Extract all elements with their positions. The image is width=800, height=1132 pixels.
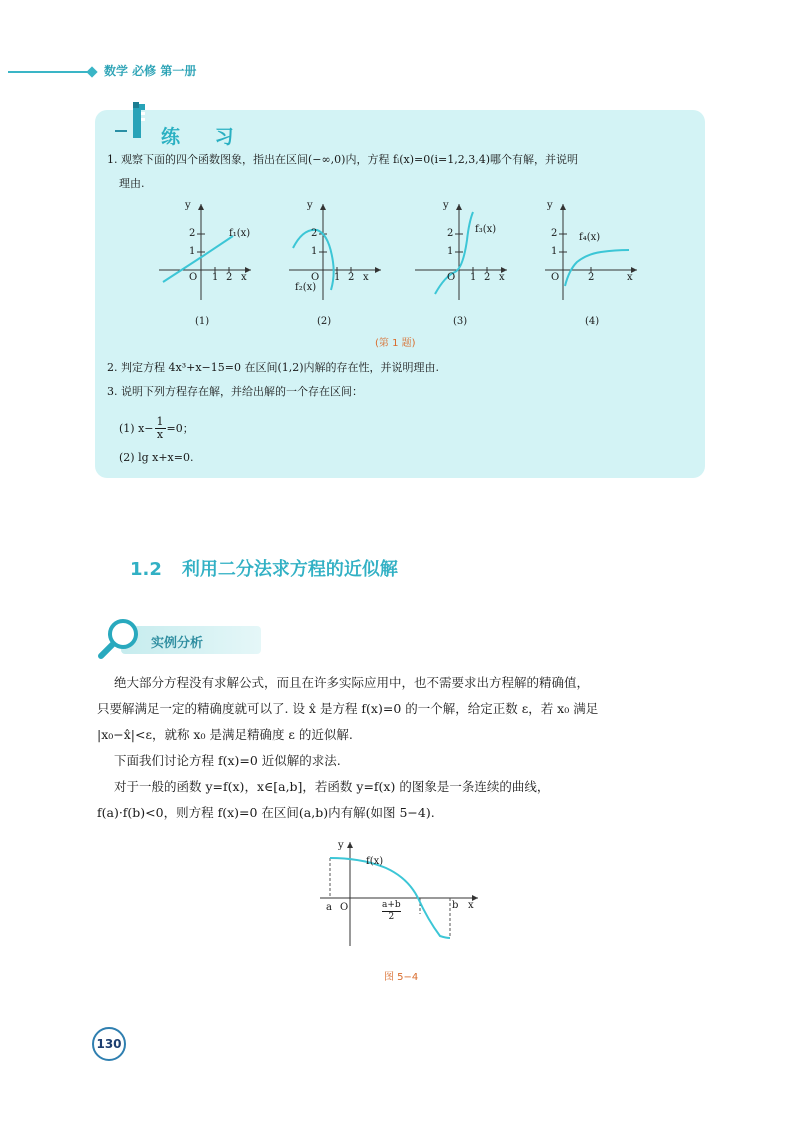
graph-1-y-label: y [185,200,191,211]
paragraph-2: 下面我们讨论方程 f(x)=0 近似解的求法. [114,753,341,768]
graph-1-origin: O [189,272,198,283]
figure-5-4-caption: 图 5−4 [384,972,419,983]
graph-1-x-label: x [241,272,247,283]
graph-4-y-label: y [547,200,553,211]
graph-2 [285,200,385,327]
graph-4 [541,200,641,327]
practice-box [95,110,705,478]
header-diamond [86,66,97,77]
graph-3-y-label: y [443,200,449,211]
graph-1 [155,200,255,327]
graph-4-function-label: f₄(x) [579,232,601,243]
figure-midpoint-label [382,900,401,923]
q3-1-prefix: (1) x− [119,421,154,435]
section-number: 1.2 [130,559,162,580]
graph-3-y-tick-1: 1 [447,246,454,257]
graph-2-caption: (2) [317,316,332,327]
figure-a-label: a [326,902,332,913]
question-3-item-2: (2) lg x+x=0. [119,451,194,464]
header-rule [8,71,88,73]
graph-3-caption: (3) [453,316,468,327]
graph-1-x-tick-2: 2 [226,272,233,283]
graph-2-plot [285,200,385,310]
question-2: 2. 判定方程 4x³+x−15=0 在区间(1,2)内解的存在性，并说明理由. [107,361,440,374]
graph-3 [411,200,511,327]
graph-4-x-label: x [627,272,633,283]
graph-1-x-tick-1: 1 [212,272,219,283]
graph-2-function-label: f₂(x) [295,282,317,293]
paragraph-3-line-2: f(a)·f(b)<0，则方程 f(x)=0 在区间(a,b)内有解(如图 5−4). [97,805,435,820]
graph-1-caption: (1) [195,316,210,327]
graph-2-origin: O [311,272,320,283]
header-title: 数学 必修 第一册 [104,64,197,78]
graph-3-plot [411,200,511,310]
paragraph-1-line-2: 只要解满足一定的精确度就可以了. 设 x̂ 是方程 f(x)=0 的一个解，给定正数 ε，若 x₀ 满足 [97,701,599,716]
q3-1-denominator: x [156,428,164,441]
running-header [8,62,268,82]
figure-mid-numerator: a+b [382,900,401,910]
page-number: 130 [92,1027,126,1061]
section-title: 利用二分法求方程的近似解 [181,559,398,580]
section-heading [130,555,398,581]
magnifier-icon [97,616,147,662]
q3-1-numerator: 1 [156,415,164,428]
q3-1-suffix: =0； [166,421,194,435]
q3-1-fraction [155,416,166,441]
paragraph-1-line-3: |x₀−x̂|<ε，就称 x₀ 是满足精确度 ε 的近似解. [97,727,353,742]
banner-label: 实例分析 [151,636,204,651]
graph-4-origin: O [551,272,560,283]
graph-2-y-tick-2: 2 [311,228,318,239]
graph-1-y-tick-2: 2 [189,228,196,239]
question-3-item-1 [119,416,194,441]
graph-3-y-tick-2: 2 [447,228,454,239]
graph-3-function-label: f₃(x) [475,224,497,235]
graph-1-y-tick-1: 1 [189,246,196,257]
graph-4-caption: (4) [585,316,600,327]
question-1-line-2: 理由. [119,177,145,190]
graph-2-x-label: x [363,272,369,283]
question-3: 3. 说明下列方程存在解，并给出解的一个存在区间： [107,385,363,398]
paragraph-1-line-1: 绝大部分方程没有求解公式，而且在许多实际应用中，也不需要求出方程解的精确值， [114,675,590,690]
figure-5-4 [316,840,486,950]
figure-b-label: b [452,900,459,911]
figure-5-4-plot [316,840,486,950]
graph-3-origin: O [447,272,456,283]
figure-origin: O [340,902,349,913]
figure-function-label: f(x) [366,856,384,867]
graph-1-plot [155,200,255,310]
graph-1-function-label: f₁(x) [229,228,251,239]
paragraph-3-line-1: 对于一般的函数 y=f(x)，x∈[a,b]，若函数 y=f(x) 的图象是一条连续的曲线， [114,779,550,794]
practice-figure-caption: (第 1 题) [375,338,416,349]
example-analysis-banner [97,620,261,658]
question-1-line-1: 1. 观察下面的四个函数图象，指出在区间(−∞,0)内，方程 fᵢ(x)=0(i=1,2,3,4)哪个有解，并说明 [107,153,579,166]
graph-2-x-tick-2: 2 [348,272,355,283]
graph-3-x-tick-1: 1 [470,272,477,283]
practice-title: 练 习 [161,126,248,148]
graph-2-y-tick-1: 1 [311,246,318,257]
pen-icon [115,100,153,148]
figure-x-label: x [468,900,474,911]
figure-mid-denominator: 2 [388,912,395,922]
graph-4-x-tick-2: 2 [588,272,595,283]
graph-2-x-tick-1: 1 [334,272,341,283]
graph-2-y-label: y [307,200,313,211]
graph-4-y-tick-1: 1 [551,246,558,257]
graph-3-x-tick-2: 2 [484,272,491,283]
graph-4-y-tick-2: 2 [551,228,558,239]
graph-3-x-label: x [499,272,505,283]
figure-y-label: y [338,840,344,851]
